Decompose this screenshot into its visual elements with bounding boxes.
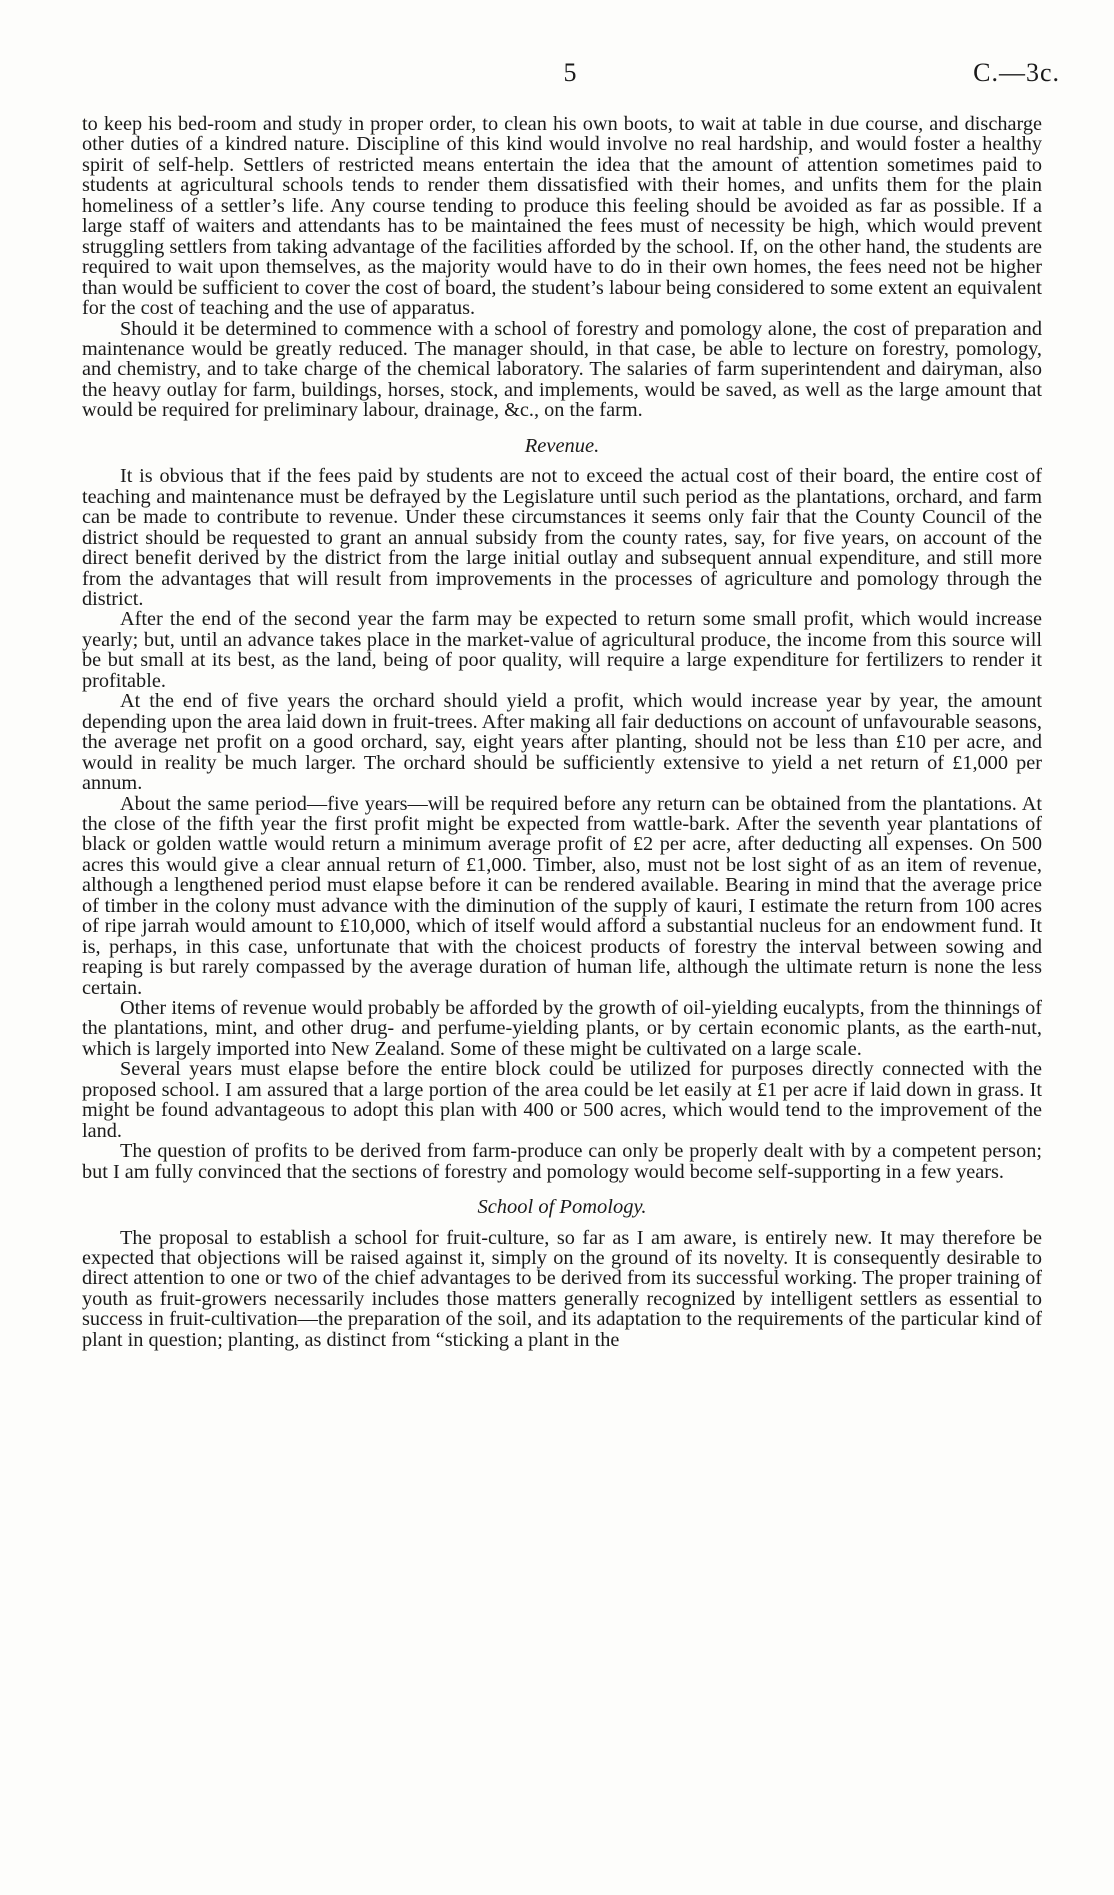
page-header bbox=[80, 58, 1060, 98]
paragraph: Other items of revenue would probably be afforded by the growth of oil-yielding eucalypts, from the thinnings of the plantations, mint, and other drug- and perfume-yielding plants, or by certain economic plants, as the earth-nut, which is largely imported into New Zealand. Some of these might be cultivated on a large scale. bbox=[82, 997, 1042, 1060]
document-body bbox=[82, 114, 1042, 1350]
section-heading-revenue: Revenue. bbox=[524, 434, 600, 457]
paragraph: Should it be determined to commence with a school of forestry and pomology alone, the cost of preparation and maintenance would be greatly reduced. The manager should, in that case, be able to lecture on forestry, pomology, and chemistry, and to take charge of the chemical laboratory. The salaries of farm superintendent and dairyman, also the heavy outlay for farm, buildings, horses, stock, and implements, would be saved, as well as the large amount that would be required for preliminary labour, drainage, &c., on the farm. bbox=[82, 317, 1042, 422]
paragraph: At the end of five years the orchard should yield a profit, which would increase year by year, the amount depending upon the area laid down in fruit-trees. After making all fair deductions on account of unfavourable seasons, the average net profit on a good orchard, say, eight years after planting, should not be less than £10 per acre, and would in reality be much larger. The orchard should be sufficiently extensive to yield a net return of £1,000 per annum. bbox=[82, 690, 1042, 795]
paragraph: The question of profits to be derived from farm-produce can only be properly dealt with by a competent person; but I am fully convinced that the sections of forestry and pomology would become self-supporting in a few years. bbox=[82, 1140, 1042, 1183]
page-number: 5 bbox=[563, 58, 577, 87]
paragraph: About the same period—five years—will be required before any return can be obtained from the plantations. At the close of the fifth year the first profit might be expected from wattle-bark. After the seventh year plantations of black or golden wattle would return a minimum average profit of £2 per acre, after deducting all expenses. On 500 acres this would give a clear annual return of £1,000. Timber, also, must not be lost sight of as an item of revenue, although a lengthened period must elapse before it can be rendered available. Bearing in mind that the average price of timber in the colony must advance with the diminution of the supply of kauri, I estimate the return from 100 acres of ripe jarrah would amount to £10,000, which of itself would afford a substantial nucleus for an endowment fund. It is, perhaps, in this case, unfortunate that with the choicest products of forestry the interval between sowing and reaping is but rarely compassed by the average duration of human life, although the ultimate return is none the less certain. bbox=[82, 792, 1042, 999]
paragraph: Several years must elapse before the entire block could be utilized for purposes directly connected with the proposed school. I am assured that a large portion of the area could be let easily at £1 per acre if laid down in grass. It might be found advantageous to adopt this plan with 400 or 500 acres, which would tend to the improvement of the land. bbox=[82, 1058, 1042, 1142]
paragraph: After the end of the second year the farm may be expected to return some small profit, which would increase yearly; but, until an advance takes place in the market-value of agricultural produce, the income from this source will be but small at its best, as the land, being of poor quality, will require a large expenditure for fertilizers to render it profitable. bbox=[82, 608, 1042, 692]
section-heading-school-of-pomology: School of Pomology. bbox=[477, 1196, 647, 1219]
paragraph: It is obvious that if the fees paid by students are not to exceed the actual cost of their board, the entire cost of teaching and maintenance must be defrayed by the Legislature until such period as the plantations, orchard, and farm can be made to contribute to revenue. Under these circumstances it seems only fair that the County Council of the district should be requested to grant an annual subsidy from the county rates, say, for five years, on account of the direct benefit derived by the district from the large initial outlay and subsequent annual expenditure, and still more from the advantages that will result from improvements in the processes of agriculture and pomology through the district. bbox=[82, 465, 1042, 610]
document-code: C.—3c. bbox=[973, 58, 1060, 87]
paragraph: The proposal to establish a school for fruit-culture, so far as I am aware, is entirely new. It may therefore be expected that objections will be raised against it, simply on the ground of its novelty. It is consequently desirable to direct attention to one or two of the chief advantages to be derived from its successful working. The proper training of youth as fruit-growers necessarily includes those matters generally recognized by intelligent settlers as essential to success in fruit-cultivation—the preparation of the soil, and its adaptation to the requirements of the particular kind of plant in question; planting, as distinct from “sticking a plant in the bbox=[82, 1226, 1042, 1351]
paragraph-continued: to keep his bed-room and study in proper order, to clean his own boots, to wait at table in due course, and discharge other duties of a kindred nature. Discipline of this kind would involve no real hardship, and would foster a healthy spirit of self-help. Settlers of restricted means entertain the idea that the amount of attention sometimes paid to students at agricultural schools tends to render them dissatisfied with their homes, and unfits them for the plain homeliness of a settler’s life. Any course tending to produce this feeling should be avoided as far as possible. If a large staff of waiters and attendants has to be maintained the fees must of necessity be high, which would prevent struggling settlers from taking advantage of the facilities afforded by the school. If, on the other hand, the students are required to wait upon themselves, as the majority would have to do in their own homes, the fees need not be higher than would be sufficient to cover the cost of board, the student’s labour being considered to some extent an equivalent for the cost of teaching and the use of apparatus. bbox=[82, 113, 1042, 320]
